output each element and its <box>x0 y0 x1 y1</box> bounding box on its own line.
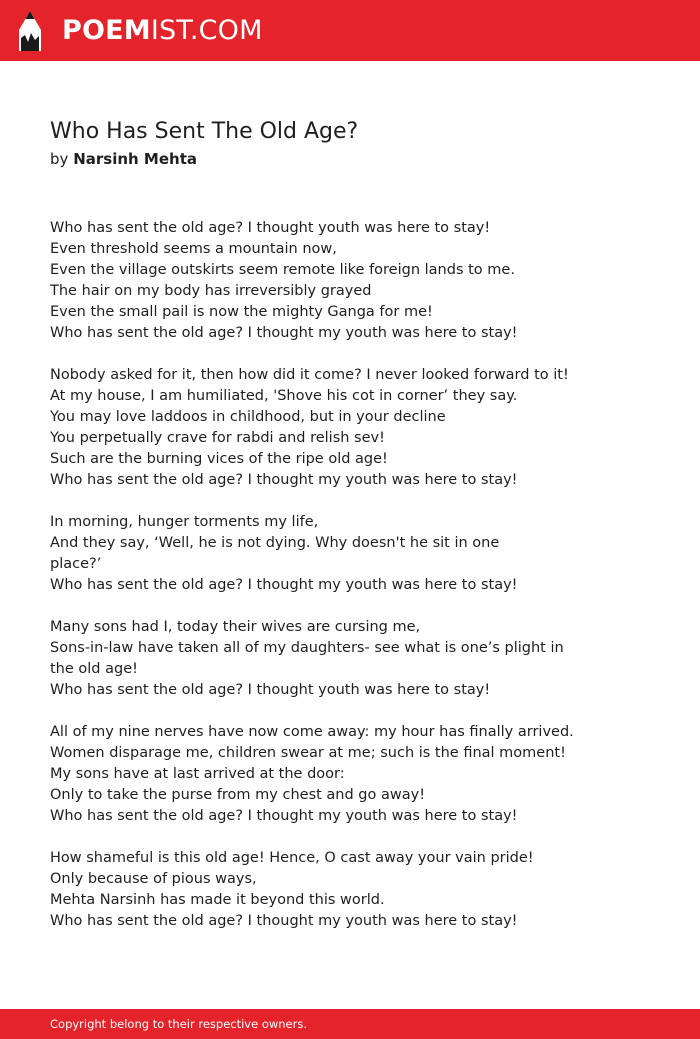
poem-stanza <box>50 512 660 596</box>
poem-line: Who has sent the old age? I thought my youth was here to stay! <box>50 808 518 824</box>
poem-line: Even the small pail is now the mighty Ganga for me! <box>50 304 433 320</box>
poem-line: Women disparage me, children swear at me; such is the final moment! <box>50 745 566 761</box>
poem-stanza <box>50 617 660 701</box>
poem-line: My sons have at last arrived at the door: <box>50 766 345 782</box>
logo-bold-part: POEM <box>62 15 151 46</box>
poem-line: Only because of pious ways, <box>50 871 257 887</box>
poem-line: Sons-in-law have taken all of my daughters- see what is one’s plight in <box>50 640 564 656</box>
poem-line: Who has sent the old age? I thought my youth was here to stay! <box>50 472 518 488</box>
poem-line: place?’ <box>50 556 102 572</box>
poem-stanza <box>50 218 660 344</box>
poem-title: Who Has Sent The Old Age? <box>50 119 359 144</box>
poem-line: Who has sent the old age? I thought my youth was here to stay! <box>50 913 518 929</box>
poem-stanza <box>50 365 660 491</box>
poem-line: The hair on my body has irreversibly grayed <box>50 283 372 299</box>
logo-light-part: IST.COM <box>150 15 263 46</box>
poem-line: Who has sent the old age? I thought youth was here to stay! <box>50 220 491 236</box>
poem-line: You may love laddoos in childhood, but in your decline <box>50 409 446 425</box>
poem-line: Many sons had I, today their wives are cursing me, <box>50 619 421 635</box>
poem-line: Even threshold seems a mountain now, <box>50 241 337 257</box>
poem-line: Only to take the purse from my chest and go away! <box>50 787 426 803</box>
poem-author: Narsinh Mehta <box>73 150 197 168</box>
poem-line: And they say, ‘Well, he is not dying. Why doesn't he sit in one <box>50 535 500 551</box>
poem-stanza <box>50 722 660 827</box>
poem-line: Who has sent the old age? I thought youth was here to stay! <box>50 682 491 698</box>
pencil-logo-icon <box>18 11 42 51</box>
poem-body <box>50 218 660 932</box>
poem-line: In morning, hunger torments my life, <box>50 514 319 530</box>
site-header <box>0 0 700 61</box>
site-footer <box>0 1009 700 1039</box>
poem-line: Even the village outskirts seem remote like foreign lands to me. <box>50 262 515 278</box>
poem-byline <box>50 148 660 170</box>
poem-line: the old age! <box>50 661 138 677</box>
poem-line: Who has sent the old age? I thought my youth was here to stay! <box>50 577 518 593</box>
site-logo-link[interactable] <box>18 11 263 51</box>
poem-line: Nobody asked for it, then how did it come? I never looked forward to it! <box>50 367 569 383</box>
site-logo-wordmark <box>62 11 263 51</box>
poem-line: You perpetually crave for rabdi and relish sev! <box>50 430 385 446</box>
poem-line: Such are the burning vices of the ripe old age! <box>50 451 388 467</box>
poem-line: At my house, I am humiliated, 'Shove his cot in corner’ they say. <box>50 388 518 404</box>
copyright-notice: Copyright belong to their respective owners. <box>50 1017 308 1031</box>
poem-content <box>50 118 660 953</box>
poem-stanza <box>50 848 660 932</box>
poem-line: Who has sent the old age? I thought my youth was here to stay! <box>50 325 518 341</box>
poem-line: Mehta Narsinh has made it beyond this world. <box>50 892 385 908</box>
byline-label: by <box>50 150 69 168</box>
poem-line: How shameful is this old age! Hence, O cast away your vain pride! <box>50 850 534 866</box>
poem-line: All of my nine nerves have now come away: my hour has finally arrived. <box>50 724 574 740</box>
